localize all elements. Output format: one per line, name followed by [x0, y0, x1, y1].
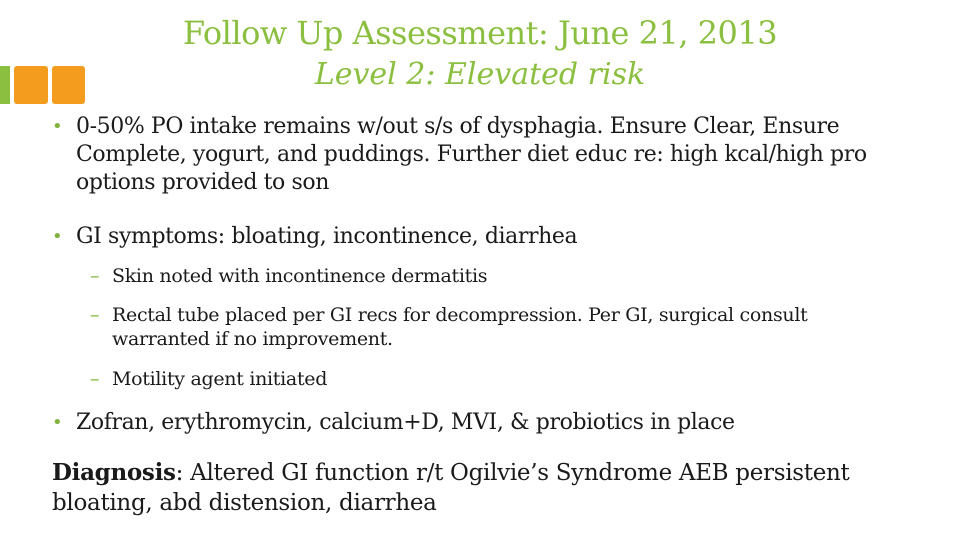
- sub-bullet-item: [90, 264, 910, 288]
- sub-bullet-text: Skin noted with incontinence dermatitis: [112, 265, 488, 287]
- bullet-text: GI symptoms: bloating, incontinence, diarrhea: [76, 224, 578, 249]
- sub-bullet-text: Rectal tube placed per GI recs for decompression. Per GI, surgical consult warranted if no improvement.: [112, 304, 808, 350]
- sub-bullet-text: Motility agent initiated: [112, 368, 328, 390]
- bullet-text: Zofran, erythromycin, calcium+D, MVI, & probiotics in place: [76, 410, 735, 435]
- decorative-block-orange: [14, 66, 48, 104]
- diagnosis-label: Diagnosis: [52, 459, 176, 486]
- sub-bullet-marker: –: [90, 368, 100, 390]
- bullet-marker: •: [52, 226, 63, 247]
- bullet-marker: •: [52, 412, 63, 433]
- sub-bullet-marker: –: [90, 304, 100, 326]
- decorative-bar-green: [0, 66, 10, 104]
- bullet-item: [52, 223, 902, 251]
- diagnosis-text: : Altered GI function r/t Ogilvie’s Syndrome AEB persistent bloating, abd distension, diarrhea: [52, 460, 850, 516]
- bullet-item: [52, 409, 902, 437]
- slide-subtitle: Level 2: Elevated risk: [314, 57, 646, 92]
- bullet-marker: •: [52, 116, 63, 137]
- slide-title: Follow Up Assessment: June 21, 2013: [182, 14, 778, 52]
- diagnosis-statement: [52, 458, 922, 518]
- bullet-text: 0-50% PO intake remains w/out s/s of dysphagia. Ensure Clear, Ensure Complete, yogurt, and puddings. Further diet educ re: high kcal/high pro options provided to son: [76, 114, 867, 195]
- sub-bullet-item: [90, 367, 910, 391]
- bullet-item: [52, 113, 902, 197]
- decorative-block-orange: [52, 66, 85, 104]
- sub-bullet-marker: –: [90, 265, 100, 287]
- sub-bullet-item: [90, 303, 910, 351]
